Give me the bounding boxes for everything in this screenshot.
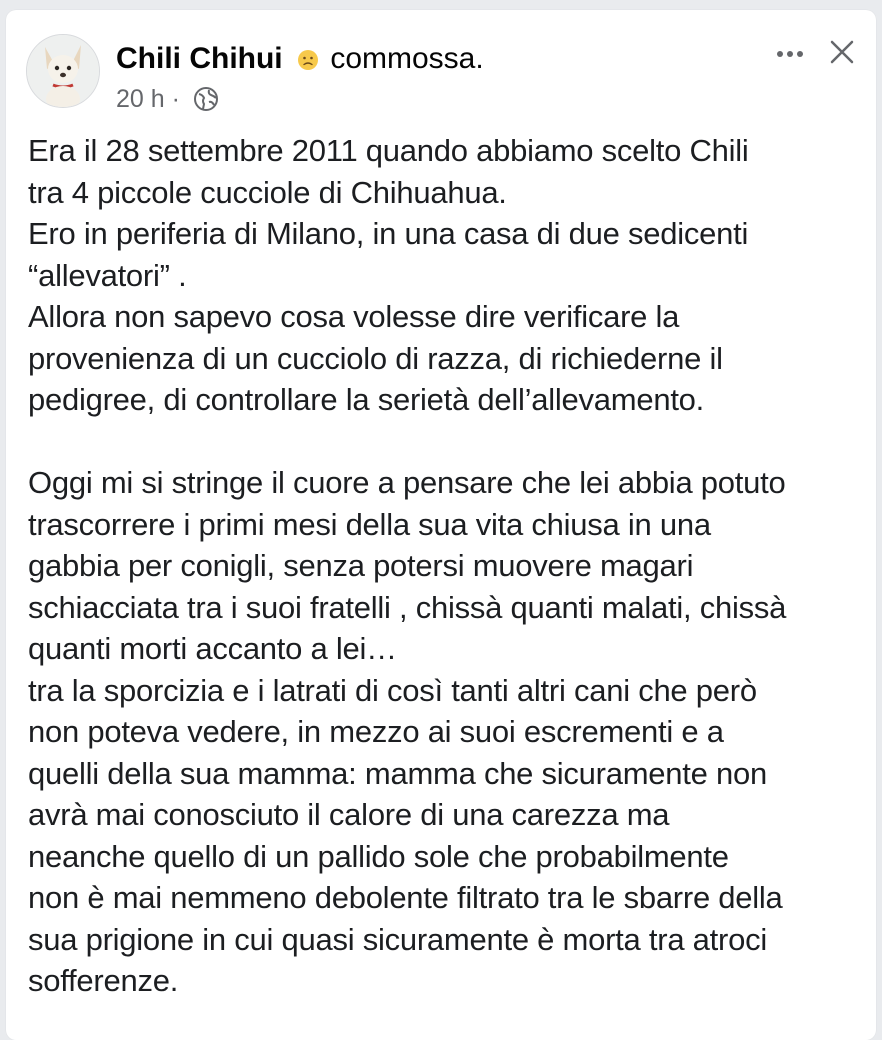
post-timestamp[interactable]: 20 h <box>116 85 165 113</box>
paragraph-spacer <box>28 421 868 463</box>
post-header <box>6 10 876 120</box>
sad-face-icon <box>297 49 319 71</box>
post-card <box>6 10 876 1040</box>
post-meta <box>116 84 219 114</box>
more-options-button[interactable] <box>772 36 808 72</box>
post-paragraph: Oggi mi si stringe il cuore a pensare che lei abbia potuto trascorrere i primi mesi della sua vita chiusa in una gabbia per conigli, senza potersi muovere magari schiacciata tra i suoi fratelli , chissà quanti malati, chissà quanti morti accanto a lei… tra la sporcizia e i latrati di così tanti altri cani che però non poteva vedere, in mezzo ai suoi escrementi e a quelli della sua mamma: mamma che sicuramente non avrà mai conosciuto il calore di una carezza ma neanche quello di un pallido sole che probabilmente non è mai nemmeno debolente filtrato tra le sbarre della sua prigione in cui quasi sicuramente è morta tra atroci sofferenze. <box>28 465 787 998</box>
post-paragraph: Era il 28 settembre 2011 quando abbiamo scelto Chili tra 4 piccole cucciole di Chihuahua. Ero in periferia di Milano, in una casa di due sedicenti “allevatori” . Allora non sapevo cosa volesse dire verificare la provenienza di un cucciolo di razza, di richiederne il pedigree, di controllare la serietà dell’allevamento. <box>28 133 749 417</box>
close-icon <box>830 40 854 64</box>
avatar[interactable] <box>26 34 100 108</box>
author-line <box>116 40 484 78</box>
more-horizontal-icon <box>776 50 804 58</box>
post-body <box>28 130 868 1002</box>
author-name[interactable]: Chili Chihui <box>116 42 283 75</box>
chihuahua-avatar-image <box>27 35 99 107</box>
globe-icon[interactable] <box>193 86 219 112</box>
feeling-text: commossa. <box>330 42 484 75</box>
meta-separator: · <box>171 85 180 113</box>
close-button[interactable] <box>822 32 862 72</box>
